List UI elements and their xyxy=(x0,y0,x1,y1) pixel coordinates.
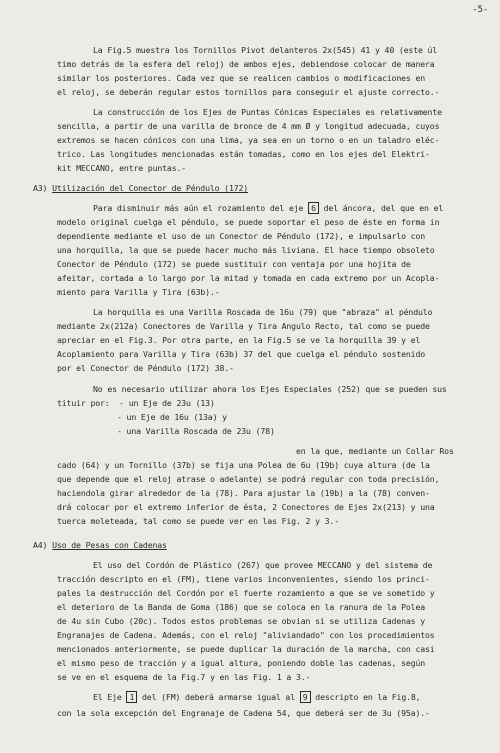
text-line: extremos se hacen cónicos con una lima, ya sea en un torno o en un taladro eléc- xyxy=(57,135,440,145)
text-line: el mismo peso de tracción y a igual altura, poniendo doble las cadenas, según xyxy=(57,658,426,668)
text-line: similar los posteriores. Cada vez que se realicen cambios o modificaciones en xyxy=(57,73,426,83)
text-line: miento para Varilla y Tira (63b).- xyxy=(57,287,220,297)
boxed-number: 9 xyxy=(300,691,311,703)
text-line: El uso del Cordón de Plástico (267) que provee MECCANO y del sistema de xyxy=(93,560,433,570)
text-line: tituir por: - un Eje de 23u (13) xyxy=(57,398,215,408)
text-line: tuerca moleteada, tal como se puede ver en las Fig. 2 y 3.- xyxy=(57,516,339,526)
text-line: La Fig.5 muestra los Tornillos Pivot delanteros 2x(545) 41 y 40 (este úl xyxy=(93,45,438,55)
text-line: Engranajes de Cadena. Además, con el reloj "aliviandado" con los procedimientos xyxy=(57,630,435,640)
text-line: una horquilla, la que se puede hacer mucho más liviana. El hace tiempo obsoleto xyxy=(57,245,435,255)
text-line: modelo original cuelga el péndulo, se puede soportar el peso de éste en forma in xyxy=(57,217,440,227)
text-line: que depende que el reloj atrase o adelante) se podrá regular con toda precisión, xyxy=(57,474,440,484)
text-line: mediante 2x(212a) Conectores de Varilla y Tira Angulo Recto, tal como se puede xyxy=(57,321,430,331)
text-line: No es necesario utilizar ahora los Ejes Especiales (252) que se pueden sus xyxy=(93,384,447,394)
text-line: pales la destrucción del Cordón por el fuerte rozamiento a que se ve sometido y xyxy=(57,588,435,598)
text-line: con la sola excepción del Engranaje de Cadena 54, que deberá ser de 3u (95a).- xyxy=(57,708,430,718)
text-line: kit MECCANO, entre puntas.- xyxy=(57,163,187,173)
text-line: - un Eje de 16u (13a) y xyxy=(117,412,227,422)
text-line: La construcción de los Ejes de Puntas Cónicas Especiales es relativamente xyxy=(93,107,442,117)
section-heading: A4) Uso de Pesas con Cadenas xyxy=(33,540,167,550)
text-line: trico. Las longitudes mencionadas están tomadas, como en los ejes del Elektri- xyxy=(57,149,430,159)
text-line: por el Conector de Péndulo (172) 38.- xyxy=(57,363,234,373)
text-line: El Eje 1 del (FM) deberá armarse igual al 9 descripto en la Fig.8, xyxy=(93,692,421,702)
text-line: La horquilla es una Varilla Roscada de 16u (79) que "abraza" al péndulo xyxy=(93,307,433,317)
text-line: - una Varilla Roscada de 23u (78) xyxy=(117,426,275,436)
text-line: el reloj, se deberán regular estos tornillos para conseguir el ajuste correcto.- xyxy=(57,87,440,97)
text-line: mencionados anteriormente, se puede duplicar la duración de la marcha, con casi xyxy=(57,644,435,654)
text-line: drá colocar por el extremo inferior de ésta, 2 Conectores de Ejes 2x(213) y una xyxy=(57,502,435,512)
text-line: Para disminuir más aún el rozamiento del eje 6 del áncora, del que en el xyxy=(93,203,444,213)
text-line: apreciar en el Fig.3. Por otra parte, en la Fig.5 se ve la horquilla 39 y el xyxy=(57,335,421,345)
text-line: dependiente mediante el uso de un Conector de Péndulo (172), e impulsarlo con xyxy=(57,231,426,241)
text-line: afeitar, cortada a lo largo por la mitad y tomada en cada extremo por un Acopla- xyxy=(57,273,440,283)
text-line: de 4u sin Cubo (20c). Todos estos problemas se obvian si se utiliza Cadenas y xyxy=(57,616,426,626)
section-heading: A3) Utilización del Conector de Péndulo (172) xyxy=(33,183,249,193)
text-line: haciendola girar alrededor de la (78). Para ajustar la (19b) a la (78) conven- xyxy=(57,488,430,498)
text-line: Conector de Péndulo (172) se puede sustituir con ventaja por una hojita de xyxy=(57,259,411,269)
boxed-number: 1 xyxy=(126,691,137,703)
text-line: cado (64) y un Tornillo (37b) se fija una Polea de 6u (19b) cuya altura (de la xyxy=(57,460,430,470)
text-line: el deterioro de la Banda de Goma (186) que se coloca en la ranura de la Polea xyxy=(57,602,426,612)
text-line: se ve en el esquema de la Fig.7 y en las Fig. 1 a 3.- xyxy=(57,672,311,682)
text-line: timo detrás de la esfera del reloj) de ambos ejes, debiendose colocar de manera xyxy=(57,59,435,69)
text-line: en la que, mediante un Collar Ros xyxy=(296,446,454,456)
boxed-number: 6 xyxy=(308,202,319,214)
text-line: Acoplamiento para Varilla y Tira (63b) 37 del que cuelga el péndulo sostenido xyxy=(57,349,426,359)
text-line: tracción descripto en el (FM), tiene varios inconvenientes, siendo los princi- xyxy=(57,574,430,584)
text-line: sencilla, a partir de una varilla de bronce de 4 mm Ø y longitud adecuada, cuyos xyxy=(57,121,440,131)
page-number: -5- xyxy=(472,5,488,15)
